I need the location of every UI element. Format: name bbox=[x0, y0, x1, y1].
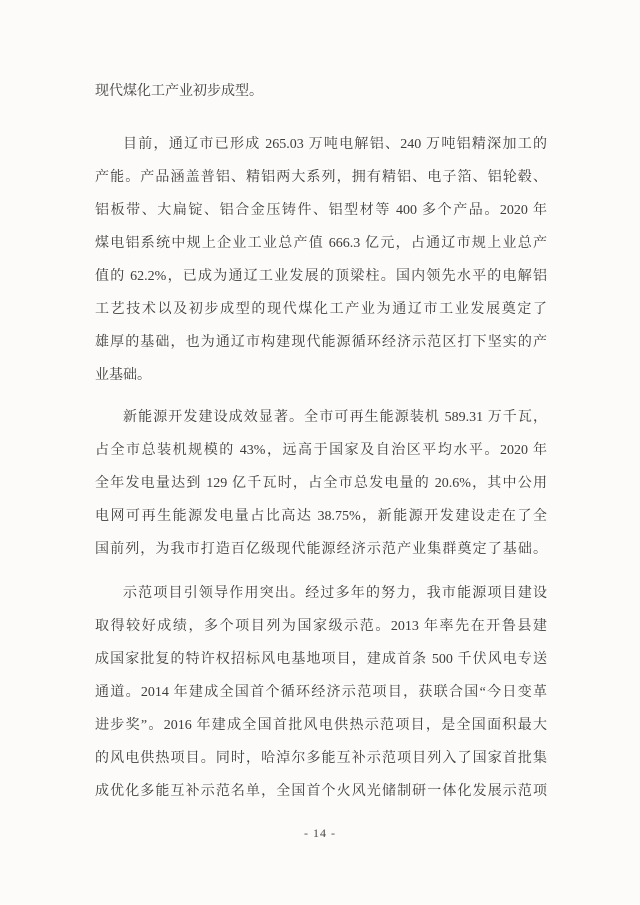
text-line: 全年发电量达到 129 亿千瓦时，占全市总发电量的 20.6%，其中公用 bbox=[95, 476, 547, 491]
text-line: 示范项目引领导作用突出。经过多年的努力，我市能源项目建设 bbox=[123, 586, 547, 601]
document-body bbox=[95, 75, 547, 808]
text-line: 通道。2014 年建成全国首个循环经济示范项目，获联合国“今日变革 bbox=[95, 685, 547, 700]
text-line: 成国家批复的特许权招标风电基地项目，建成首条 500 千伏风电专送 bbox=[95, 652, 547, 667]
paragraph bbox=[95, 128, 547, 392]
text-line: 成优化多能互补示范名单，全国首个火风光储制研一体化发展示范项 bbox=[95, 784, 547, 799]
text-line: 铝板带、大扁锭、铝合金压铸件、铝型材等 400 多个产品。2020 年 bbox=[95, 203, 547, 218]
text-line: 取得较好成绩，多个项目列为国家级示范。2013 年率先在开鲁县建 bbox=[95, 619, 547, 634]
text-line: 国前列，为我市打造百亿级现代能源经济示范产业集群奠定了基础。 bbox=[95, 542, 547, 557]
page-number: - 14 - bbox=[304, 826, 336, 840]
text-line: 产能。产品涵盖普铝、精铝两大系列，拥有精铝、电子箔、铝轮毂、 bbox=[95, 170, 547, 185]
text-line: 值的 62.2%，已成为通辽工业发展的顶梁柱。国内领先水平的电解铝 bbox=[95, 269, 547, 284]
text-line: 工艺技术以及初步成型的现代煤化工产业为通辽市工业发展奠定了 bbox=[95, 302, 547, 317]
text-line: 业基础。 bbox=[95, 368, 151, 383]
text-line: 现代煤化工产业初步成型。 bbox=[95, 84, 263, 99]
paragraph bbox=[95, 75, 547, 108]
paragraph bbox=[95, 401, 547, 566]
text-line: 进步奖”。2016 年建成全国首批风电供热示范项目，是全国面积最大 bbox=[95, 718, 547, 733]
text-line: 电网可再生能源发电量占比高达 38.75%，新能源开发建设走在了全 bbox=[95, 509, 547, 524]
text-line: 占全市总装机规模的 43%，远高于国家及自治区平均水平。2020 年 bbox=[95, 443, 547, 458]
text-line: 新能源开发建设成效显著。全市可再生能源装机 589.31 万千瓦， bbox=[123, 410, 547, 425]
text-line: 的风电供热项目。同时，哈淖尔多能互补示范项目列入了国家首批集 bbox=[95, 751, 547, 766]
text-line: 雄厚的基础，也为通辽市构建现代能源循环经济示范区打下坚实的产 bbox=[95, 335, 547, 350]
paragraph bbox=[95, 577, 547, 808]
text-line: 煤电铝系统中规上企业工业总产值 666.3 亿元，占通辽市规上业总产 bbox=[95, 236, 547, 251]
text-line: 目前，通辽市已形成 265.03 万吨电解铝、240 万吨铝精深加工的 bbox=[123, 137, 547, 152]
